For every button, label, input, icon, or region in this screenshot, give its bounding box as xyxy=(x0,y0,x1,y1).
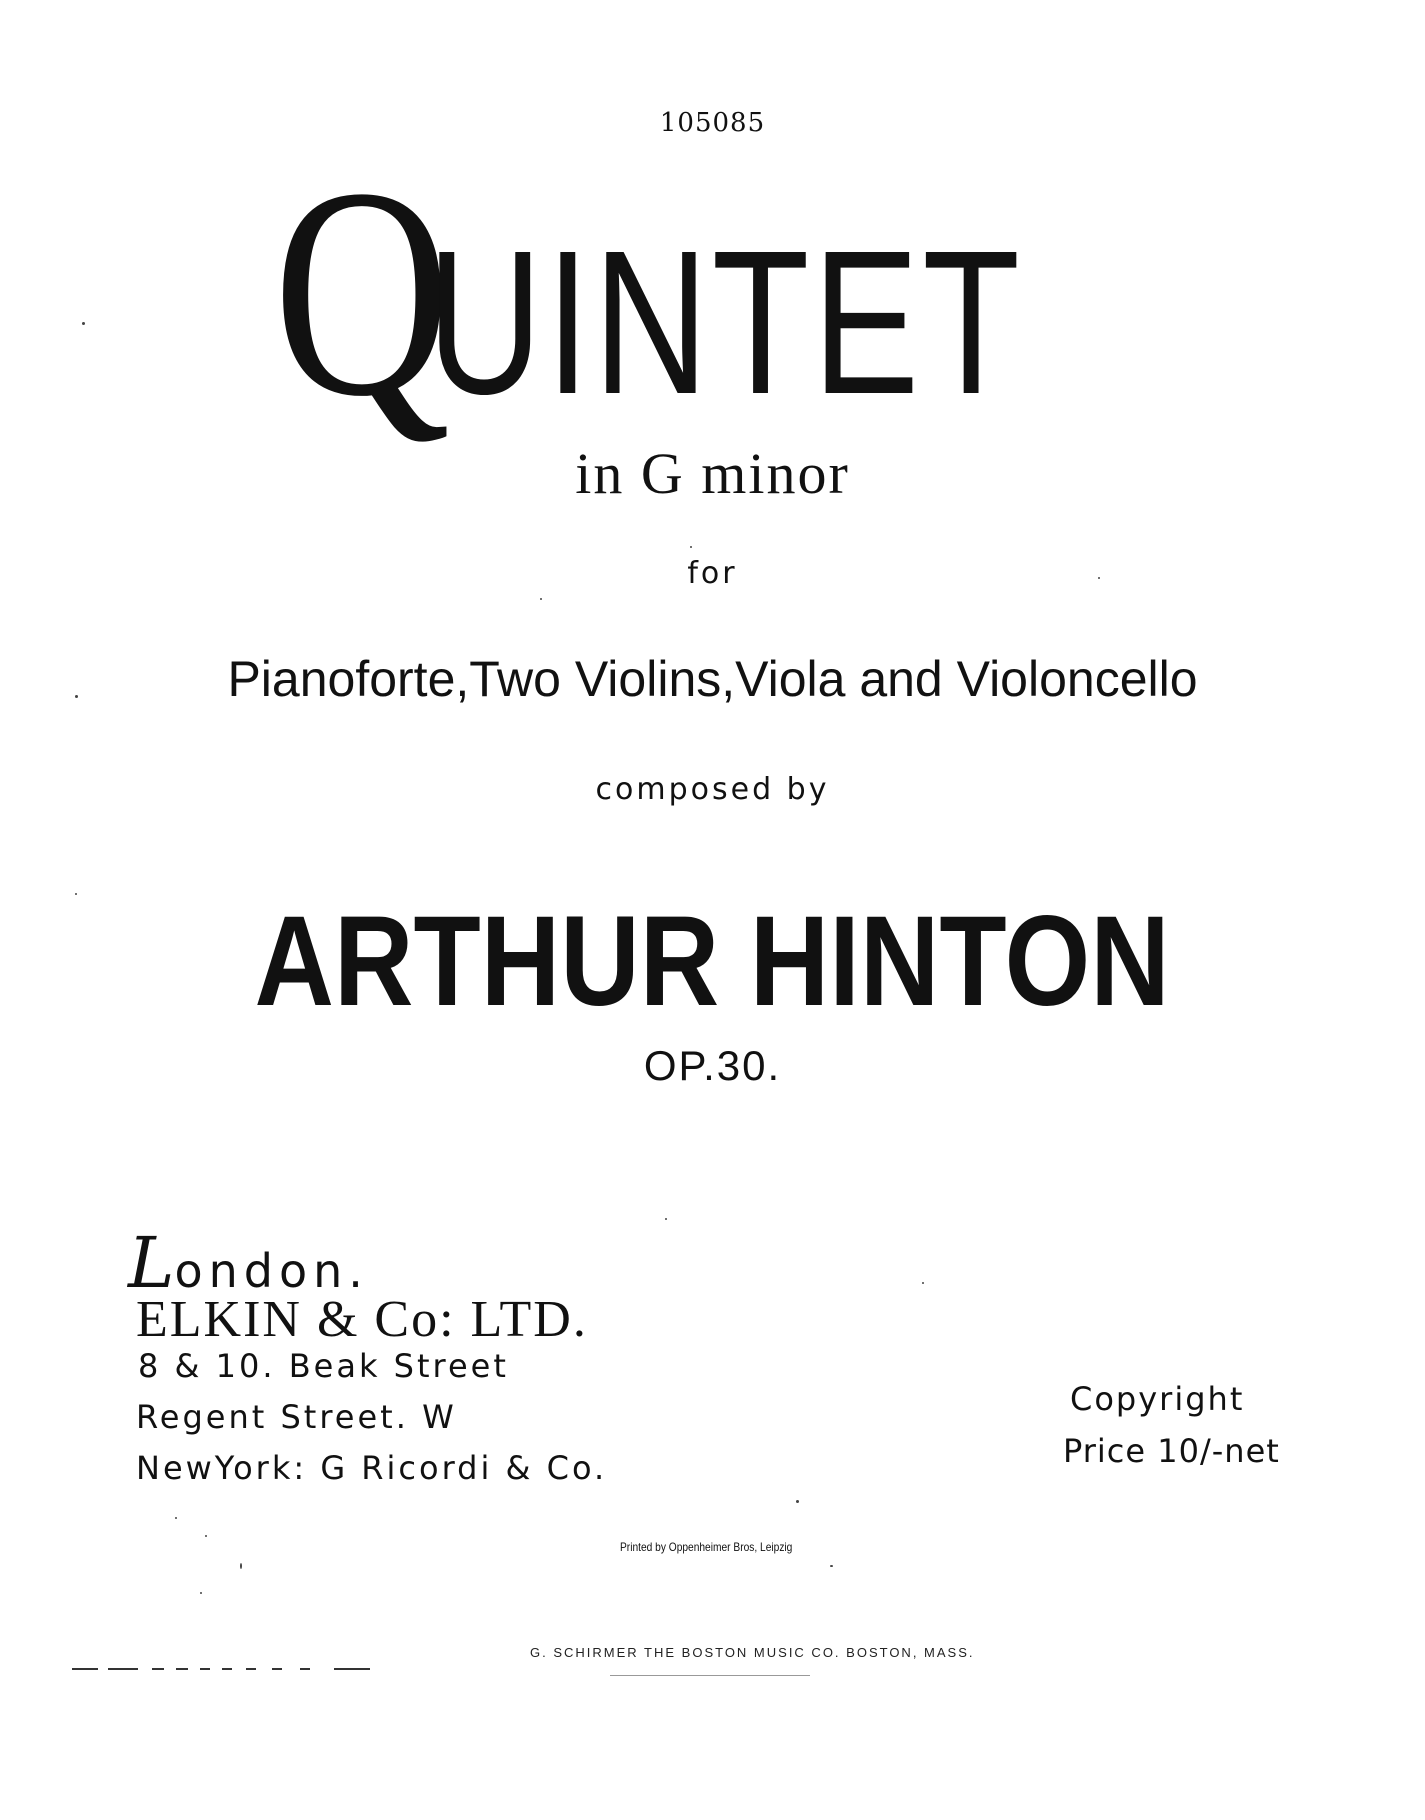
scan-speck xyxy=(690,546,692,548)
composer-name xyxy=(0,890,1425,1033)
scan-speck xyxy=(205,1535,207,1537)
agents-line: G. SCHIRMER THE BOSTON MUSIC CO. BOSTON, MASS. xyxy=(530,1645,975,1660)
scan-speck xyxy=(75,893,77,895)
publisher-city-initial: L xyxy=(128,1222,175,1304)
scan-dash xyxy=(176,1668,188,1670)
scan-dash xyxy=(300,1668,310,1670)
composed-by-label: composed by xyxy=(595,772,830,807)
composer-name-text: ARTHUR HINTON xyxy=(254,890,1171,1033)
scan-dash xyxy=(200,1668,210,1670)
publisher-name: ELKIN & Co: LTD. xyxy=(136,1291,588,1348)
scan-speck xyxy=(796,1500,799,1503)
scan-dash xyxy=(610,1675,810,1676)
scan-speck xyxy=(540,598,542,600)
work-title xyxy=(0,126,1425,458)
publisher-city-rest: ondon. xyxy=(174,1244,369,1298)
publisher-address-line-3: NewYork: G Ricordi & Co. xyxy=(136,1449,608,1487)
publisher-address-line-2: Regent Street. W xyxy=(136,1398,457,1436)
scan-speck xyxy=(830,1565,833,1567)
printer-credit: Printed by Oppenheimer Bros, Leipzig xyxy=(620,1540,793,1554)
price-label: Price 10/-net xyxy=(1063,1432,1280,1470)
scan-speck xyxy=(200,1592,202,1594)
scan-dash xyxy=(108,1668,138,1670)
scan-speck xyxy=(1098,577,1100,579)
scan-speck xyxy=(240,1563,242,1569)
scan-dash xyxy=(246,1668,256,1670)
scan-dash xyxy=(72,1668,98,1670)
instrumentation: Pianoforte,Two Violins,Viola and Violoncello xyxy=(227,651,1198,707)
work-title-rest: UINTET xyxy=(426,208,1023,437)
for-label: for xyxy=(687,556,738,591)
scan-dash xyxy=(334,1668,370,1670)
catalog-number: 105085 xyxy=(659,108,766,138)
scan-speck xyxy=(665,1218,667,1220)
scan-dash xyxy=(222,1668,232,1670)
scan-dash xyxy=(272,1668,282,1670)
copyright-notice: Copyright xyxy=(1070,1380,1245,1418)
opus-number: OP.30. xyxy=(643,1042,782,1089)
scan-speck xyxy=(922,1282,924,1284)
work-title-initial: Q xyxy=(273,126,451,458)
scan-speck xyxy=(82,322,85,325)
work-key: in G minor xyxy=(575,441,850,506)
scan-speck xyxy=(75,695,78,698)
publisher-address-line-1: 8 & 10. Beak Street xyxy=(138,1347,509,1385)
scan-dash xyxy=(152,1668,164,1670)
scan-speck xyxy=(175,1517,177,1519)
